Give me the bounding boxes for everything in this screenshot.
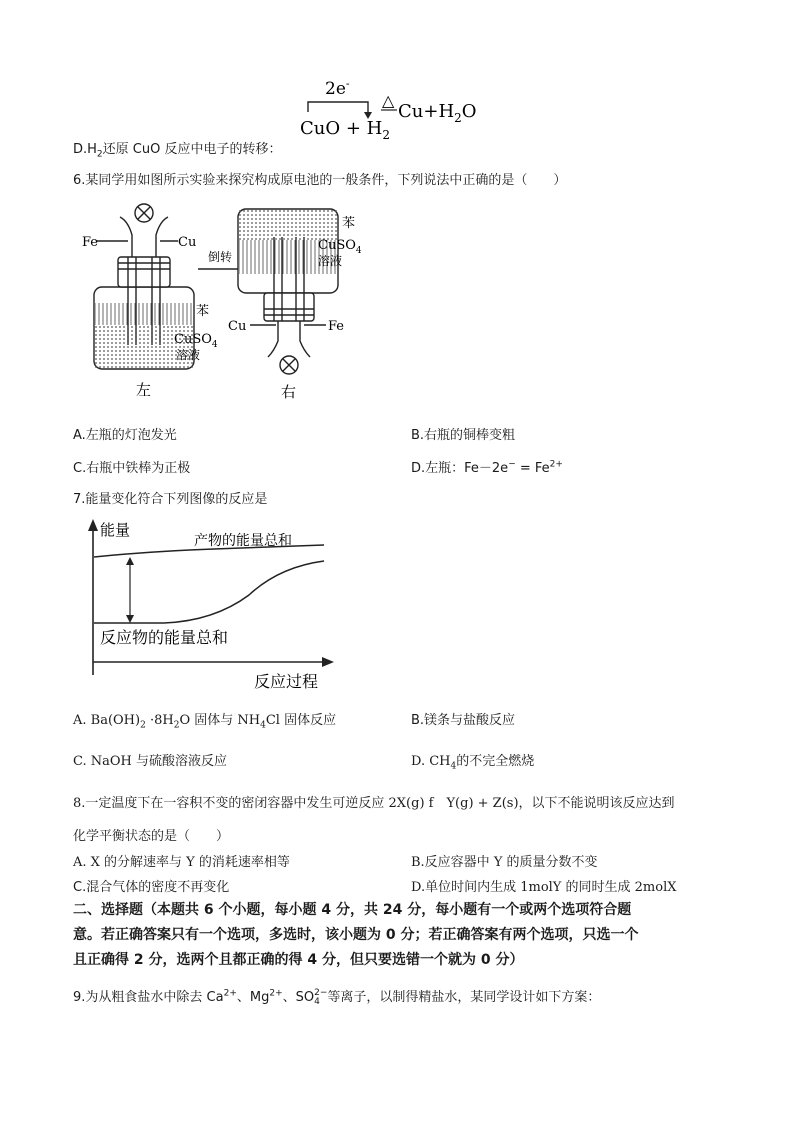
left-cuso4-label: CuSO$_4$ bbox=[174, 332, 218, 350]
section-2-heading-line3: 且正确得 2 分，选两个且都正确的得 4 分，但只要选错一个就为 0 分） bbox=[73, 952, 524, 968]
q8-stem-line1: 8.一定温度下在一容积不变的密闭容器中发生可逆反应 2X(g) f Y(g) + Z(s)，以下不能说明该反应达到 bbox=[73, 796, 675, 811]
q7-stem: 7.能量变化符合下列图像的反应是 bbox=[73, 492, 268, 507]
energy-diagram bbox=[74, 515, 338, 693]
q6-option-c: C.右瓶中铁棒为正极 bbox=[73, 461, 191, 476]
right-solution-label: 溶液 bbox=[318, 254, 343, 268]
right-caption: 右 bbox=[281, 383, 297, 401]
q8-stem-line2: 化学平衡状态的是（ ） bbox=[73, 829, 230, 844]
reactant-energy-label: 反应物的能量总和 bbox=[100, 628, 229, 647]
left-benzene-label: 苯 bbox=[196, 304, 210, 319]
electron-arrow bbox=[308, 102, 368, 116]
section-2-heading-line2: 意。若正确答案只有一个选项，多选时，该小题为 0 分；若正确答案有两个选项，只选一个 bbox=[73, 927, 639, 943]
q6-stem: 6.某同学用如图所示实验来探究构成原电池的一般条件，下列说法中正确的是（ ） bbox=[73, 173, 567, 188]
left-caption: 左 bbox=[136, 381, 152, 399]
heat-symbol: △ bbox=[382, 91, 395, 110]
q8-option-b: B.反应容器中 Y 的质量分数不变 bbox=[411, 855, 598, 870]
section-2-heading-line1: 二、选择题（本题共 6 个小题，每小题 4 分，共 24 分，每小题有一个或两个选项符合题 bbox=[73, 902, 632, 918]
electron-label: 2e- bbox=[325, 77, 350, 99]
right-fe-label: Fe bbox=[328, 319, 345, 334]
energy-axis-label: 能量 bbox=[100, 521, 131, 539]
electron-transfer-equation bbox=[296, 72, 486, 140]
equation-right: $Cu+H_2O$ bbox=[398, 101, 477, 125]
invert-arrow-label: 倒转 bbox=[208, 250, 233, 264]
right-cuso4-label: CuSO$_4$ bbox=[318, 238, 362, 256]
q5-option-d: $D.H_2$还原 CuO 反应中电子的转移： bbox=[73, 142, 282, 160]
galvanic-cell-figure bbox=[78, 197, 368, 409]
product-energy-label: 产物的能量总和 bbox=[194, 533, 292, 549]
process-axis-label: 反应过程 bbox=[254, 672, 319, 691]
right-benzene-label: 苯 bbox=[342, 216, 356, 231]
q8-option-c: C.混合气体的密度不再变化 bbox=[73, 880, 230, 895]
left-solution-label: 溶液 bbox=[176, 348, 201, 362]
q6-option-a: A.左瓶的灯泡发光 bbox=[73, 428, 177, 443]
q7-option-d: D. $CH_4$的不完全燃烧 bbox=[411, 754, 535, 772]
q8-option-d: D.单位时间内生成 1molY 的同时生成 2molX bbox=[411, 880, 677, 895]
left-cu-label: Cu bbox=[178, 235, 197, 250]
reactant-energy-curve bbox=[94, 561, 324, 623]
q7-option-c: C. NaOH 与硫酸溶液反应 bbox=[73, 754, 228, 769]
q7-option-b: B.镁条与盐酸反应 bbox=[411, 713, 516, 728]
left-fe-label: Fe bbox=[82, 235, 99, 250]
q8-option-a: A. X 的分解速率与 Y 的消耗速率相等 bbox=[73, 855, 290, 870]
q6-option-d: D.左瓶：$Fe-2e^- = Fe^{2+}$ bbox=[411, 459, 563, 476]
q7-option-a: A. $Ba(OH)_2 \cdot 8H_2O$ 固体与 $NH_4Cl$ 固体反应 bbox=[73, 713, 337, 731]
q6-option-b: B.右瓶的铜棒变粗 bbox=[411, 428, 516, 443]
right-cu-label: Cu bbox=[228, 319, 247, 334]
equation-left: CuO + $H_2$ bbox=[300, 118, 390, 140]
q9-stem: 9.为从粗食盐水中除去 $Ca^{2+}$、$Mg^{2+}$、SO 2− 4 等离子，以制得精盐水，某同学设计如下方案： bbox=[73, 987, 601, 1007]
